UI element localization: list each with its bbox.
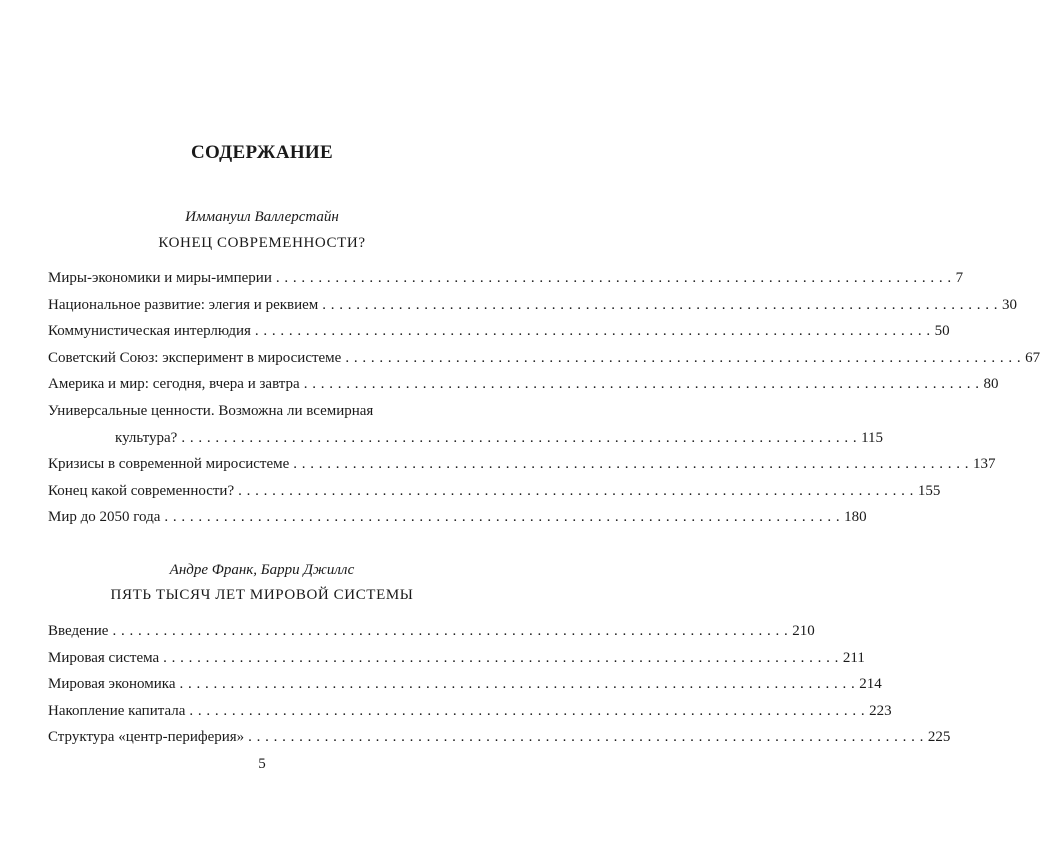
toc-entry [48, 292, 1018, 319]
toc-entry-page: 137 [973, 456, 996, 473]
dot-leader: . . . . . . . . . . . . . . . . . . . . . . . . . . . . . . . . . . . . . . . . . . . . . . . . . . . . . . . . . . . . . . . . . . . . . . . . . . . . . . . . [164, 509, 841, 526]
page-title: СОДЕРЖАНИЕ [191, 142, 333, 163]
toc-entry-page: 50 [934, 323, 950, 340]
toc-entry-title: Мир до 2050 года [48, 509, 161, 526]
toc-list [48, 265, 1040, 531]
toc-entry-title: Америка и мир: сегодня, вчера и завтра [48, 376, 300, 393]
dot-leader: . . . . . . . . . . . . . . . . . . . . . . . . . . . . . . . . . . . . . . . . . . . . . . . . . . . . . . . . . . . . . . . . . . . . . . . . . . . . . . . . [248, 729, 924, 746]
toc-entry [48, 504, 867, 531]
toc-entry-title: Введение [48, 623, 109, 639]
toc-entry-title: Миры-экономики и миры-империи [48, 270, 272, 286]
dot-leader: . . . . . . . . . . . . . . . . . . . . . . . . . . . . . . . . . . . . . . . . . . . . . . . . . . . . . . . . . . . . . . . . . . . . . . . . . . . . . . . . [275, 270, 952, 286]
toc-list [48, 618, 951, 751]
toc-entry-page: 115 [861, 429, 884, 446]
toc-entry-page: 155 [917, 482, 941, 499]
toc-entry [48, 724, 951, 751]
toc-entry [48, 451, 996, 478]
dot-leader: . . . . . . . . . . . . . . . . . . . . . . . . . . . . . . . . . . . . . . . . . . . . . . . . . . . . . . . . . . . . . . . . . . . . . . . . . . . . . . . . [322, 296, 999, 313]
toc-entry-page: 80 [983, 376, 999, 393]
dot-leader: . . . . . . . . . . . . . . . . . . . . . . . . . . . . . . . . . . . . . . . . . . . . . . . . . . . . . . . . . . . . . . . . . . . . . . . . . . . . . . . . [238, 482, 914, 499]
page-number: 5 [258, 756, 266, 772]
dot-leader: . . . . . . . . . . . . . . . . . . . . . . . . . . . . . . . . . . . . . . . . . . . . . . . . . . . . . . . . . . . . . . . . . . . . . . . . . . . . . . . . [163, 649, 839, 666]
toc-entry-title: Мировая экономика [48, 676, 176, 693]
toc-entry-page: 7 [955, 270, 964, 286]
dot-leader: . . . . . . . . . . . . . . . . . . . . . . . . . . . . . . . . . . . . . . . . . . . . . . . . . . . . . . . . . . . . . . . . . . . . . . . . . . . . . . . . [345, 349, 1022, 366]
toc-entry-title: Национальное развитие: элегия и реквием [48, 296, 319, 313]
toc-entry-title: Накопление капитала [48, 702, 186, 719]
toc-entry-title: Структура «центр-периферия» [48, 729, 245, 746]
toc-entry-page: 67 [1025, 349, 1040, 366]
dot-leader: . . . . . . . . . . . . . . . . . . . . . . . . . . . . . . . . . . . . . . . . . . . . . . . . . . . . . . . . . . . . . . . . . . . . . . . . . . . . . . . . [112, 623, 789, 639]
section-author: Андре Франк, Барри Джиллс [169, 562, 355, 578]
toc-entry-title-line2: культура? [115, 429, 178, 446]
toc-entry [48, 671, 882, 698]
toc-entry [48, 645, 865, 672]
toc-entry-title: Мировая система [48, 649, 160, 666]
toc-entry [48, 345, 1040, 372]
dot-leader: . . . . . . . . . . . . . . . . . . . . . . . . . . . . . . . . . . . . . . . . . . . . . . . . . . . . . . . . . . . . . . . . . . . . . . . . . . . . . . . . [181, 429, 858, 446]
section-title: ПЯТЬ ТЫСЯЧ ЛЕТ МИРОВОЙ СИСТЕМЫ [110, 587, 414, 603]
toc-entry-page: 225 [927, 729, 951, 746]
toc-entry-title: Конец какой современности? [48, 482, 235, 499]
toc-entry [48, 698, 892, 725]
dot-leader: . . . . . . . . . . . . . . . . . . . . . . . . . . . . . . . . . . . . . . . . . . . . . . . . . . . . . . . . . . . . . . . . . . . . . . . . . . . . . . . . [189, 702, 866, 719]
toc-entry-page: 211 [842, 649, 865, 666]
dot-leader: . . . . . . . . . . . . . . . . . . . . . . . . . . . . . . . . . . . . . . . . . . . . . . . . . . . . . . . . . . . . . . . . . . . . . . . . . . . . . . . . [254, 323, 931, 340]
toc-entry [48, 398, 884, 451]
toc-entry-title-line1: Универсальные ценности. Возможна ли всемирная [48, 402, 374, 419]
dot-leader: . . . . . . . . . . . . . . . . . . . . . . . . . . . . . . . . . . . . . . . . . . . . . . . . . . . . . . . . . . . . . . . . . . . . . . . . . . . . . . . . [303, 376, 980, 393]
toc-entry [48, 318, 950, 345]
toc-entry [48, 618, 815, 645]
toc-entry [48, 265, 964, 292]
toc-entry [48, 478, 941, 505]
toc-entry-page: 223 [869, 702, 892, 719]
toc-entry-page: 180 [844, 509, 867, 526]
toc-entry-page: 30 [1002, 296, 1018, 313]
toc-entry-page: 210 [792, 623, 815, 639]
dot-leader: . . . . . . . . . . . . . . . . . . . . . . . . . . . . . . . . . . . . . . . . . . . . . . . . . . . . . . . . . . . . . . . . . . . . . . . . . . . . . . . . [179, 676, 856, 693]
toc-entry [48, 371, 999, 398]
toc-entry-title: Кризисы в современной миросистеме [48, 456, 290, 473]
toc-entry-page: 214 [859, 676, 882, 693]
section-title: КОНЕЦ СОВРЕМЕННОСТИ? [158, 235, 366, 251]
section-author: Иммануил Валлерстайн [185, 209, 339, 225]
toc-entry-title: Коммунистическая интерлюдия [48, 323, 251, 340]
dot-leader: . . . . . . . . . . . . . . . . . . . . . . . . . . . . . . . . . . . . . . . . . . . . . . . . . . . . . . . . . . . . . . . . . . . . . . . . . . . . . . . . [293, 456, 970, 473]
toc-entry-title: Советский Союз: эксперимент в миросистеме [48, 349, 342, 366]
